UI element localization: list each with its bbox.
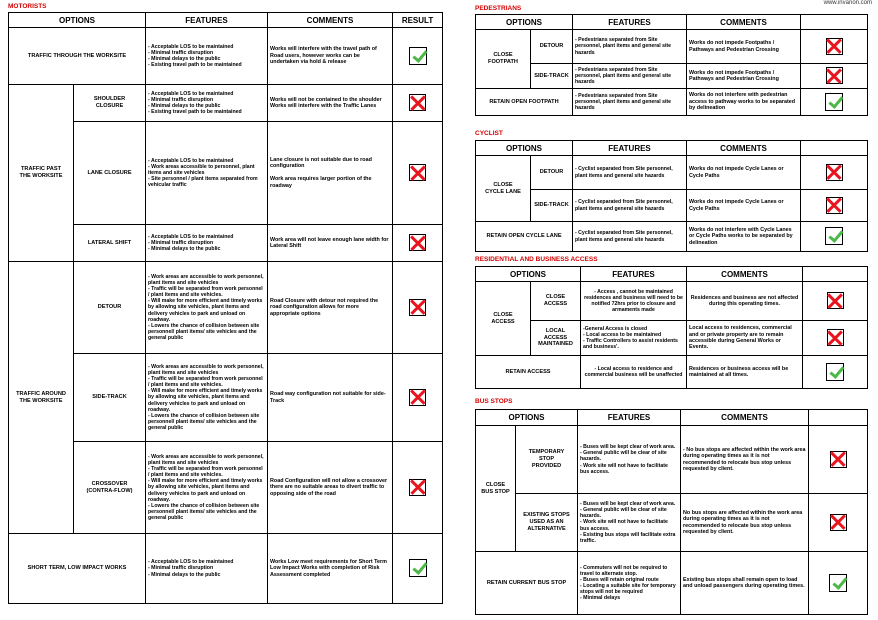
result-cell bbox=[809, 494, 868, 552]
header-features: FEATURES bbox=[146, 13, 268, 28]
comments-cell: Road Configuration will not allow a crossover there are no suitable areas to divert traffic to opposing side of the road bbox=[268, 442, 393, 534]
table-row bbox=[9, 85, 443, 122]
option-label: RETAIN OPEN CYCLE LANE bbox=[476, 222, 573, 252]
header-options: OPTIONS bbox=[9, 13, 146, 28]
bus-stops-table bbox=[475, 409, 868, 615]
table-row bbox=[476, 222, 868, 252]
option-label: DETOUR bbox=[74, 262, 146, 354]
result-cell bbox=[393, 28, 443, 85]
motorists-table bbox=[8, 12, 443, 604]
cross-icon bbox=[830, 514, 847, 531]
option-label: RETAIN OPEN FOOTPATH bbox=[476, 89, 573, 116]
group-label: CLOSE BUS STOP bbox=[476, 426, 516, 552]
tick-icon bbox=[825, 227, 843, 245]
cross-icon bbox=[409, 479, 426, 496]
header-features: FEATURES bbox=[578, 410, 681, 426]
table-row bbox=[476, 89, 868, 116]
features-cell: - Cyclist separated from Site personnel, plant items and general site hazards bbox=[573, 156, 687, 190]
option-label: EXISTING STOPS USED AS AN ALTERNATIVE bbox=[516, 494, 578, 552]
group-label: CLOSE ACCESS bbox=[476, 282, 531, 356]
features-cell: - Work areas are accessible to work personnel, plant items and site vehicles - Traffic will be separated from work personnel / plant items and site vehicles. - Will make for more efficient and timely works by allowing site vehicles, plant items and delivery vehicles to park and unload on roadway. - Lowers the chance of collision between site personnel/ plant items/ site vehicles and the general public bbox=[146, 354, 268, 442]
comments-cell: Works do not impede Footpaths / Pathways and Pedestrian Crossing bbox=[687, 64, 801, 89]
option-label: RETAIN CURRENT BUS STOP bbox=[476, 552, 578, 615]
table-row bbox=[476, 190, 868, 222]
header-comments: COMMENTS bbox=[687, 141, 801, 156]
group-label: TRAFFIC AROUND THE WORKSITE bbox=[9, 262, 74, 534]
cross-icon bbox=[826, 197, 843, 214]
table-row bbox=[9, 122, 443, 225]
option-label: SIDE-TRACK bbox=[74, 354, 146, 442]
comments-cell: Works do not impede Cycle Lanes or Cycle Paths bbox=[687, 190, 801, 222]
cross-icon bbox=[827, 329, 844, 346]
table-row bbox=[476, 494, 868, 552]
option-label: CROSSOVER (CONTRA-FLOW) bbox=[74, 442, 146, 534]
cross-icon bbox=[830, 451, 847, 468]
header-options: OPTIONS bbox=[476, 141, 573, 156]
comments-cell: No bus stops are affected within the work area during operating times as it is not recommended to relocate bus stop unless requested by client. bbox=[681, 494, 809, 552]
result-cell bbox=[801, 190, 868, 222]
header-features: FEATURES bbox=[573, 141, 687, 156]
table-row bbox=[9, 262, 443, 354]
cross-icon bbox=[826, 164, 843, 181]
features-cell: - Pedestrians separated from Site personnel, plant items and general site hazards bbox=[573, 30, 687, 64]
cross-icon bbox=[409, 94, 426, 111]
header-blank bbox=[809, 410, 868, 426]
comments-cell: Work area will not leave enough lane width for Lateral Shift bbox=[268, 225, 393, 262]
result-cell bbox=[809, 552, 868, 615]
comments-cell: Works will not be contained to the shoulder Works will interfere with the Traffic Lanes bbox=[268, 85, 393, 122]
table-row bbox=[9, 354, 443, 442]
pedestrians-title: PEDESTRIANS bbox=[475, 5, 522, 12]
features-cell: -General Access is closed - Local access to be maintained - Traffic Controllers to assist residents and business'. bbox=[581, 321, 687, 356]
result-cell bbox=[393, 534, 443, 604]
result-cell bbox=[803, 321, 868, 356]
cross-icon bbox=[826, 67, 843, 84]
result-cell bbox=[801, 222, 868, 252]
features-cell: - Cyclist separated from Site personnel, plant items and general site hazards bbox=[573, 222, 687, 252]
features-cell: - Pedestrians separated from Site personnel, plant items and general site hazards bbox=[573, 64, 687, 89]
header-blank bbox=[801, 15, 868, 30]
result-cell bbox=[393, 122, 443, 225]
features-cell: - Pedestrians separated from Site personnel, plant items and general site hazards bbox=[573, 89, 687, 116]
cross-icon bbox=[827, 292, 844, 309]
header-comments: COMMENTS bbox=[687, 267, 803, 282]
comments-cell: Works will interfere with the travel path of Road users, however works can be undertaken via hold & release bbox=[268, 28, 393, 85]
option-label: DETOUR bbox=[531, 30, 573, 64]
header-blank bbox=[801, 141, 868, 156]
comments-cell: Residences or business access will be maintained at all times. bbox=[687, 356, 803, 389]
tick-icon bbox=[825, 93, 843, 111]
result-cell bbox=[393, 442, 443, 534]
table-row bbox=[476, 356, 868, 389]
comments-cell: Works Low meet requirements for Short Term Low Impact Works with completion of Risk Assessment completed bbox=[268, 534, 393, 604]
features-cell: - Acceptable LOS to be maintained - Minimal traffic disruption - Minimal delays to the public - Existing travel path to be maintained bbox=[146, 85, 268, 122]
comments-cell: Residences and business are not affected during this operating times. bbox=[687, 282, 803, 321]
option-label: DETOUR bbox=[531, 156, 573, 190]
comments-cell: Works do not impede Cycle Lanes or Cycle Paths bbox=[687, 156, 801, 190]
header-options: OPTIONS bbox=[476, 267, 581, 282]
group-label: CLOSE FOOTPATH bbox=[476, 30, 531, 89]
header-options: OPTIONS bbox=[476, 15, 573, 30]
features-cell: - Acceptable LOS to be maintained - Minimal traffic disruption - Minimal delays to the public - Existing travel path to be maintained bbox=[146, 28, 268, 85]
result-cell bbox=[393, 354, 443, 442]
features-cell: - Access , cannot be maintained residences and business will need to be notified 72hrs prior to closure and armaments made bbox=[581, 282, 687, 321]
result-cell bbox=[801, 156, 868, 190]
pedestrians-table bbox=[475, 14, 868, 116]
cross-icon bbox=[409, 234, 426, 251]
option-label: TRAFFIC THROUGH THE WORKSITE bbox=[9, 28, 146, 85]
features-cell: - Buses will be kept clear of work area. - General public will be clear of site hazards. - Work site will not have to facilitate bus access. - Existing bus stops will facilitate extra traffic. bbox=[578, 494, 681, 552]
comments-cell: Lane closure is not suitable due to road configuration Work area requires larger portion of the roadway bbox=[268, 122, 393, 225]
option-label: LATERAL SHIFT bbox=[74, 225, 146, 262]
table-row bbox=[9, 28, 443, 85]
group-label: CLOSE CYCLE LANE bbox=[476, 156, 531, 222]
header-options: OPTIONS bbox=[476, 410, 578, 426]
table-row bbox=[476, 30, 868, 64]
result-cell bbox=[809, 426, 868, 494]
comments-cell: Local access to residences, commercial and or private property are to remain accessible during General Works or Events. bbox=[687, 321, 803, 356]
tick-icon bbox=[826, 363, 844, 381]
tick-icon bbox=[409, 559, 427, 577]
result-cell bbox=[393, 85, 443, 122]
table-row bbox=[476, 282, 868, 321]
comments-cell: - No bus stops are affected within the work area during operating times as it is not recommended to relocate bus stop unless requested by client. bbox=[681, 426, 809, 494]
table-row bbox=[476, 552, 868, 615]
header-features: FEATURES bbox=[581, 267, 687, 282]
features-cell: - Acceptable LOS to be maintained - Minimal traffic disruption - Minimal delays to the public bbox=[146, 225, 268, 262]
option-label: LANE CLOSURE bbox=[74, 122, 146, 225]
table-row bbox=[9, 225, 443, 262]
features-cell: - Buses will be kept clear of work area. - General public will be clear of site hazards. - Work site will not have to facilitate bus access. bbox=[578, 426, 681, 494]
option-label: CLOSE ACCESS bbox=[531, 282, 581, 321]
table-row bbox=[476, 426, 868, 494]
result-cell bbox=[801, 30, 868, 64]
option-label: TEMPORARY STOP PROVIDED bbox=[516, 426, 578, 494]
result-cell bbox=[393, 225, 443, 262]
features-cell: - Acceptable LOS to be maintained - Work areas accessible to personnel, plant items and site vehicles - Site personnel / plant items separated from vehicular traffic bbox=[146, 122, 268, 225]
motorists-title: MOTORISTS bbox=[8, 3, 47, 10]
bus-stops-title: BUS STOPS bbox=[475, 398, 513, 405]
result-cell bbox=[393, 262, 443, 354]
comments-cell: Works do not interfere with Cycle Lanes or Cycle Paths works to be separated by delineation bbox=[687, 222, 801, 252]
features-cell: - Local access to residence and commercial business will be unaffected bbox=[581, 356, 687, 389]
cross-icon bbox=[409, 299, 426, 316]
comments-cell: Road Closure with detour not required the road configuration allows for more appropriate options bbox=[268, 262, 393, 354]
tick-icon bbox=[409, 47, 427, 65]
comments-cell: Road way configuration not suitable for side-Track bbox=[268, 354, 393, 442]
residential-table bbox=[475, 266, 868, 389]
features-cell: - Work areas are accessible to work personnel, plant items and site vehicles - Traffic will be separated from work personnel / plant items and site vehicles. - Will make for more efficient and timely works by allowing site vehicles, plant items and delivery vehicles to park and unload on roadway. - Lowers the chance of collision between site personnel/ plant items/ site vehicles and the general public bbox=[146, 442, 268, 534]
table-row bbox=[476, 156, 868, 190]
header-comments: COMMENTS bbox=[268, 13, 393, 28]
header-comments: COMMENTS bbox=[687, 15, 801, 30]
features-cell: - Commuters will not be required to travel to alternate stop. - Buses will retain original route - Locating a suitable site for temporary stops will not be required - Minimal delays bbox=[578, 552, 681, 615]
comments-cell: Works do not interfere with pedestrian access to pathway works to be separated by delineation bbox=[687, 89, 801, 116]
header-features: FEATURES bbox=[573, 15, 687, 30]
cyclist-table bbox=[475, 140, 868, 252]
cross-icon bbox=[826, 38, 843, 55]
group-label: TRAFFIC PAST THE WORKSITE bbox=[9, 85, 74, 262]
comments-cell: Works do not impede Footpaths / Pathways and Pedestrian Crossing bbox=[687, 30, 801, 64]
result-cell bbox=[803, 356, 868, 389]
table-row bbox=[9, 534, 443, 604]
features-cell: - Acceptable LOS to be maintained - Minimal traffic disruption - Minimal delays to the public bbox=[146, 534, 268, 604]
option-label: SIDE-TRACK bbox=[531, 64, 573, 89]
option-label: LOCAL ACCESS MAINTAINED bbox=[531, 321, 581, 356]
option-label: SIDE-TRACK bbox=[531, 190, 573, 222]
result-cell bbox=[801, 64, 868, 89]
cross-icon bbox=[409, 389, 426, 406]
header-comments: COMMENTS bbox=[681, 410, 809, 426]
table-row bbox=[476, 321, 868, 356]
result-cell bbox=[801, 89, 868, 116]
header-result: RESULT bbox=[393, 13, 443, 28]
table-row bbox=[476, 64, 868, 89]
result-cell bbox=[803, 282, 868, 321]
features-cell: - Cyclist separated from Site personnel, plant items and general site hazards bbox=[573, 190, 687, 222]
table-row bbox=[9, 442, 443, 534]
cross-icon bbox=[409, 164, 426, 181]
option-label: SHOULDER CLOSURE bbox=[74, 85, 146, 122]
cyclist-title: CYCLIST bbox=[475, 130, 503, 137]
site-watermark: www.invarion.com bbox=[823, 0, 872, 6]
option-label: SHORT TERM, LOW IMPACT WORKS bbox=[9, 534, 146, 604]
header-blank bbox=[803, 267, 868, 282]
residential-title: RESIDENTIAL AND BUSINESS ACCESS bbox=[475, 256, 598, 263]
tick-icon bbox=[829, 574, 847, 592]
features-cell: - Work areas are accessible to work personnel, plant items and site vehicles - Traffic will be separated from work personnel / plant items and site vehicles. - Will make for more efficient and timely works by allowing site vehicles, plant items and delivery vehicles to park and unload on roadway. - Lowers the chance of collision between site personnel/ plant items/ site vehicles and the general public bbox=[146, 262, 268, 354]
option-label: RETAIN ACCESS bbox=[476, 356, 581, 389]
comments-cell: Existing bus stops shall remain open to load and unload passengers during operating times. bbox=[681, 552, 809, 615]
